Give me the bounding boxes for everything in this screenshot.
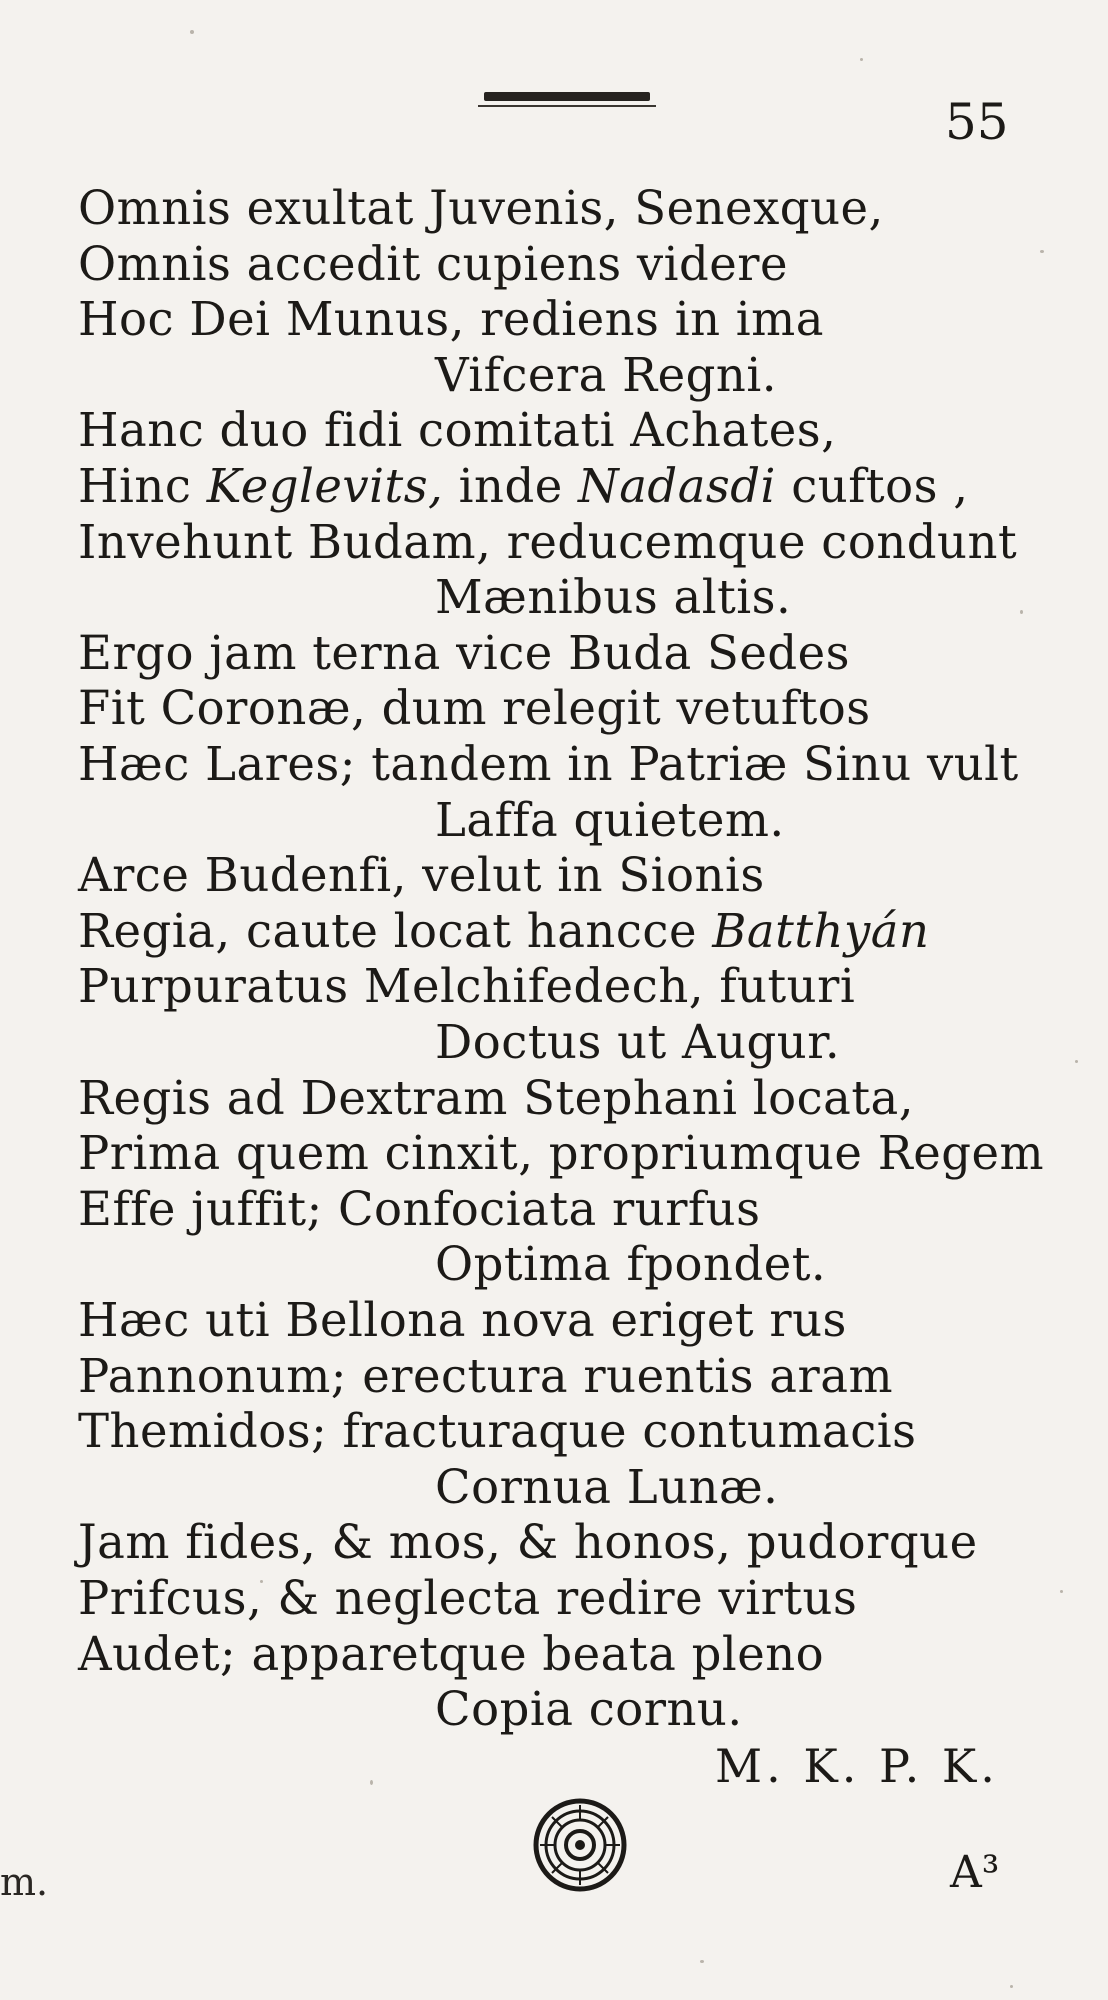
poem-line: Hæc uti Bellona nova eriget rus [78, 1293, 847, 1347]
poem-line: Hanc duo fidi comitati Achates, [78, 403, 837, 457]
poem-italic-name: Batthyán [712, 904, 930, 958]
poem-line: Copia cornu. [435, 1682, 743, 1736]
paper-speck [1060, 1590, 1063, 1593]
poem-line: Jam fides, & mos, & honos, pudorque [78, 1515, 978, 1569]
poem-line: Omnis accedit cupiens videre [78, 237, 789, 291]
paper-speck [700, 1960, 704, 1963]
paper-speck [190, 30, 194, 34]
poem-line: Doctus ut Augur. [435, 1015, 841, 1069]
poem-line: Audet; apparetque beata pleno [78, 1627, 825, 1681]
poem-line [78, 903, 929, 959]
poem-line-part: Hinc [78, 459, 207, 513]
poem-line: Optima fpondet. [435, 1237, 827, 1291]
poem-line: Cornua Lunæ. [435, 1460, 779, 1514]
edge-mark: m. [0, 1860, 49, 1904]
paper-speck [370, 1780, 373, 1785]
poem-line: Effe juffit; Confociata rurfus [78, 1182, 761, 1236]
poem-line: Fit Coronæ, dum relegit vetuftos [78, 681, 871, 735]
poem-line: Mænibus altis. [435, 570, 792, 624]
poem-line-part: inde [443, 459, 579, 513]
poem-line: Hæc Lares; tandem in Patriæ Sinu vult [78, 737, 1019, 791]
poem-line: Pannonum; erectura ruentis aram [78, 1349, 894, 1403]
poem-line: Arce Budenfi, velut in Sionis [78, 848, 765, 902]
poem-line: Purpuratus Melchifedech, futuri [78, 959, 856, 1013]
sheet-signature-mark: A³ [950, 1847, 1000, 1898]
poem-line: Prima quem cinxit, propriumque Regem [78, 1126, 1045, 1180]
poem-italic-name: Keglevits, [206, 459, 444, 513]
poem-line: Laffa quietem. [435, 793, 785, 847]
poem-line: Vifcera Regni. [435, 348, 778, 402]
poem-line: Invehunt Budam, reducemque condunt [78, 515, 1018, 569]
paper-speck [860, 58, 863, 61]
paper-speck [1010, 1985, 1013, 1988]
poem-line: Themidos; fracturaque contumacis [78, 1404, 917, 1458]
poem-line: Hoc Dei Munus, rediens in ima [78, 292, 824, 346]
poem-line-part: Regia, caute locat hancce [78, 904, 713, 958]
poem-line: Ergo jam terna vice Buda Sedes [78, 626, 851, 680]
rosette-ornament-icon [532, 1797, 628, 1893]
poem-italic-name: Nadasdi [578, 459, 776, 513]
paper-speck [1075, 1060, 1078, 1063]
header-rule [478, 92, 656, 110]
poem-line: Prifcus, & neglecta redire virtus [78, 1571, 858, 1625]
paper-speck [1040, 250, 1044, 253]
poem-line [78, 458, 969, 514]
poem-line-part: cuftos , [775, 459, 969, 513]
paper-speck [1020, 610, 1023, 614]
poem-line: Regis ad Dextram Stephani locata, [78, 1071, 915, 1125]
author-initials: M. K. P. K. [715, 1739, 999, 1793]
poem-line: Omnis exultat Juvenis, Senexque, [78, 181, 884, 235]
page-number: 55 [945, 93, 1009, 151]
